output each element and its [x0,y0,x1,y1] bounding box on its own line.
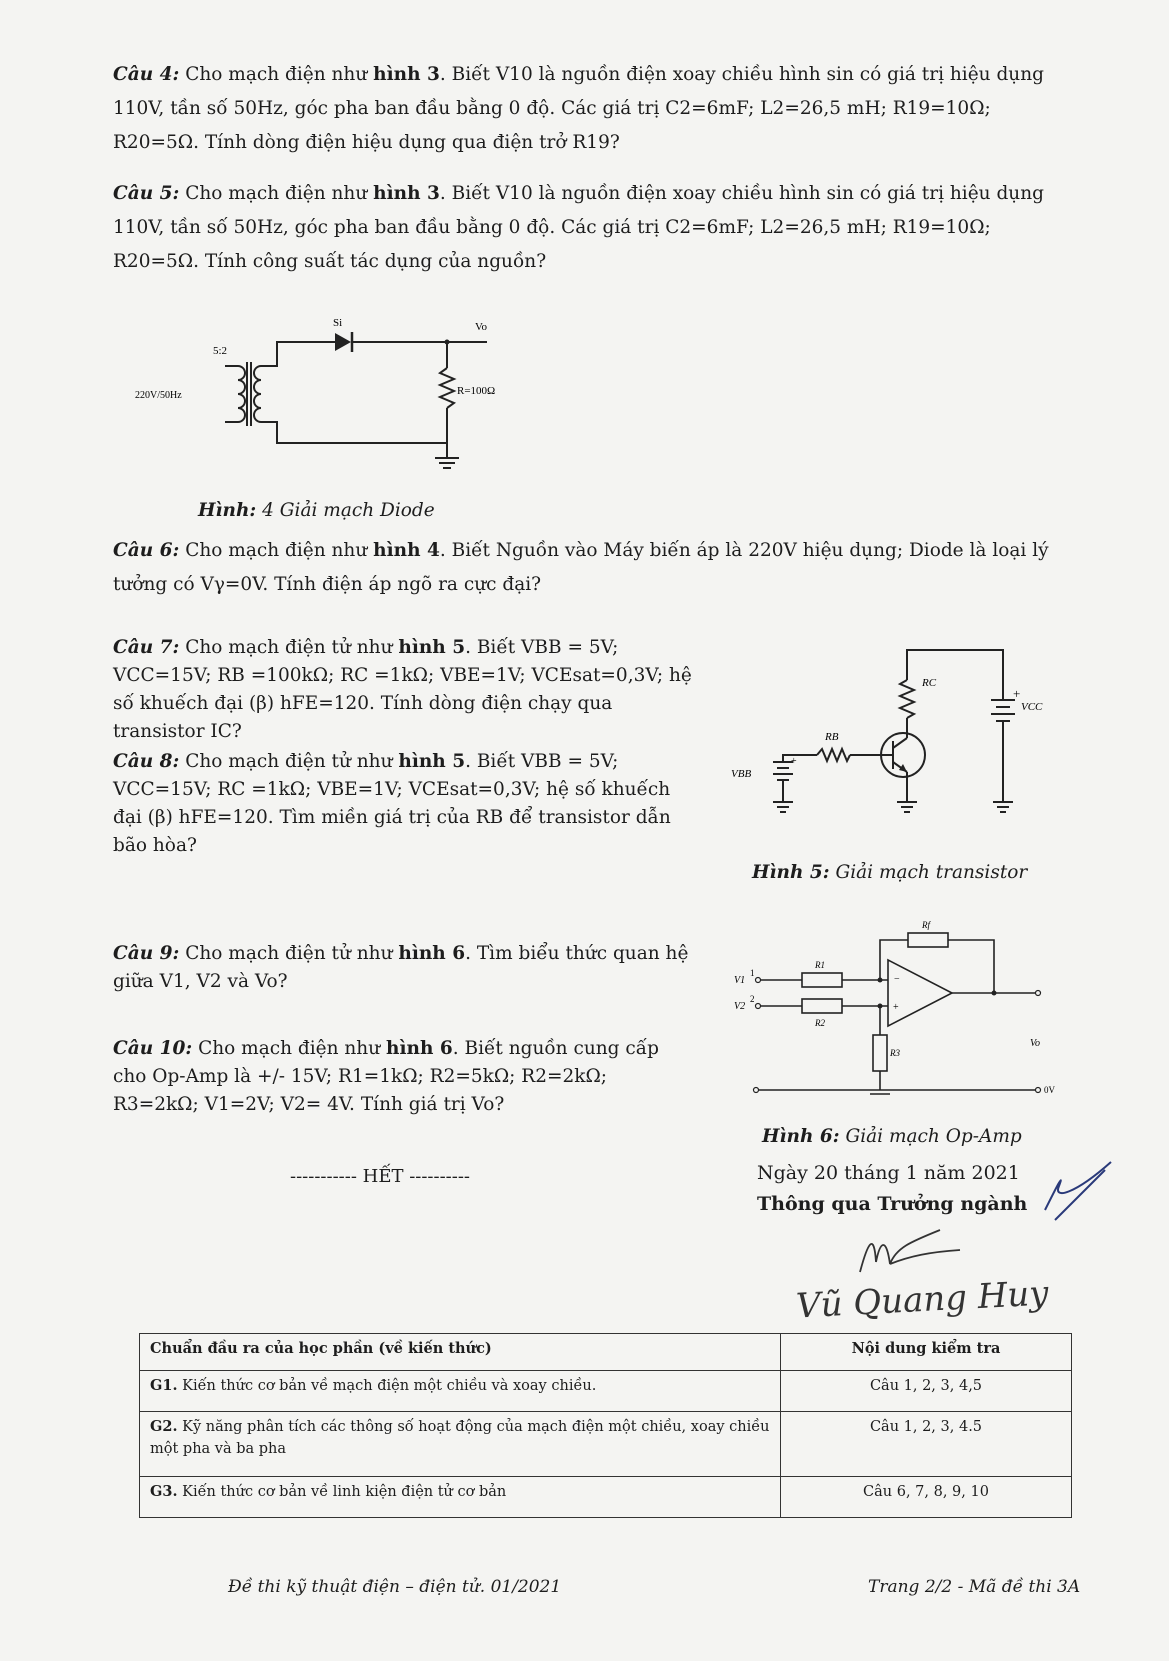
question-7: Câu 7: Cho mạch điện tử như hình 5. Biết VBB = 5V; VCC=15V; RB =100kΩ; RC =1kΩ; VBE=1V; VCEsat=0,3V; hệ số khuếch đại (β) hFE=120. Tính dòng điện chạy qua transistor IC? [113,637,692,742]
r1-label: R1 [815,960,825,970]
v1-label: V1 [734,975,746,986]
figure-5-caption: Hình 5: Giải mạch transistor [752,862,1028,883]
turns-ratio-label: 5:2 [213,345,228,357]
approval-title: Thông qua Trưởng ngành [757,1193,1028,1215]
svg-text:−: − [894,974,900,985]
end-mark: ----------- HẾT ---------- [290,1166,471,1187]
question-10: Câu 10: Cho mạch điện như hình 6. Biết nguồn cung cấp cho Op-Amp là +/- 15V; R1=1kΩ; R2=5kΩ; R2=2kΩ; R3=2kΩ; V1=2V; V2= 4V. Tính giá trị Vo? [113,1038,659,1115]
rc-label: RC [922,677,937,689]
v2-label: V2 [734,1001,746,1012]
signature-name: Vũ Quang Huy [795,1273,1050,1327]
svg-text:+: + [893,1002,899,1013]
table-header-row [140,1334,1072,1371]
diode-label: Si [333,317,343,329]
question-9-label: Câu 9: [113,943,180,964]
footer-exam-title: Đề thi kỹ thuật điện – điện tử. 01/2021 [228,1577,562,1597]
vbb-plus: + [791,756,797,767]
vcc-label: VCC [1021,701,1043,713]
table-row: G2. Kỹ năng phân tích các thông số hoạt động của mạch điện một chiều, xoay chiều một pha và ba pha Câu 1, 2, 3, 4.5 [140,1412,1072,1477]
figure-4-diode-circuit [135,310,535,490]
vo-label: Vo [475,321,488,333]
footer-page-code: Trang 2/2 - Mã đề thi 3A [868,1577,1081,1597]
question-4: Câu 4: Cho mạch điện như hình 3. Biết V10 là nguồn điện xoay chiều hình sin có giá trị hiệu dụng 110V, tần số 50Hz, góc pha ban đầu bằng 0 độ. Các giá trị C2=6mF; L2=26,5 mH; R19=10Ω; R20=5Ω. Tính dòng điện hiệu dụng qua điện trở R19? [113,64,1044,153]
vcc-plus: + [1013,686,1021,701]
question-6: Câu 6: Cho mạch điện như hình 4. Biết Nguồn vào Máy biến áp là 220V hiệu dụng; Diode là loại lý tưởng có Vγ=0V. Tính điện áp ngõ ra cực đại? [113,540,1049,595]
table-header-outcome: Chuẩn đầu ra của học phần (về kiến thức) [140,1334,781,1371]
table-row: G3. Kiến thức cơ bản về linh kiện điện tử cơ bản Câu 6, 7, 8, 9, 10 [140,1477,1072,1518]
vbb-label: VBB [731,768,752,780]
question-6-label: Câu 6: [113,540,180,561]
vo-output-label: Vo [1030,1038,1040,1049]
r3-label: R3 [890,1048,900,1058]
head-signature [850,1222,970,1282]
outcomes-table [139,1333,1072,1518]
approval-block [757,1158,1027,1220]
node-1-label: 1 [750,968,755,978]
figure-6-opamp-circuit [730,910,1070,1110]
question-8-label: Câu 8: [113,751,180,772]
approval-signature [1035,1150,1115,1230]
table-header-content: Nội dung kiểm tra [781,1334,1072,1371]
figure-4-caption: Hình: 4 Giải mạch Diode [198,500,435,521]
table-row: G1. Kiến thức cơ bản về mạch điện một chiều và xoay chiều. Câu 1, 2, 3, 4,5 [140,1371,1072,1412]
figure-6-caption: Hình 6: Giải mạch Op-Amp [762,1126,1022,1147]
question-4-label: Câu 4: [113,64,180,85]
date-line: Ngày 20 tháng 1 năm 2021 [757,1162,1020,1184]
question-5-label: Câu 5: [113,183,180,204]
rf-label: Rf [922,920,930,930]
source-label: 220V/50Hz [135,390,182,401]
question-9: Câu 9: Cho mạch điện tử như hình 6. Tìm biểu thức quan hệ giữa V1, V2 và Vo? [113,943,689,992]
question-8: Câu 8: Cho mạch điện tử như hình 5. Biết VBB = 5V; VCC=15V; RC =1kΩ; VBE=1V; VCEsat=0,3V; hệ số khuếch đại (β) hFE=120. Tìm miền giá trị của RB để transistor dẫn bão hòa? [113,751,671,856]
zero-volt-label: 0V [1044,1085,1055,1095]
rb-label: RB [825,731,839,743]
node-2-label: 2 [750,994,755,1004]
question-5: Câu 5: Cho mạch điện như hình 3. Biết V10 là nguồn điện xoay chiều hình sin có giá trị hiệu dụng 110V, tần số 50Hz, góc pha ban đầu bằng 0 độ. Các giá trị C2=6mF; L2=26,5 mH; R19=10Ω; R20=5Ω. Tính công suất tác dụng của nguồn? [113,183,1044,272]
question-10-label: Câu 10: [113,1038,193,1059]
question-7-label: Câu 7: [113,637,180,658]
resistor-label: R=100Ω [457,385,496,397]
figure-5-transistor-circuit [725,640,1045,825]
r2-label: R2 [815,1018,825,1028]
